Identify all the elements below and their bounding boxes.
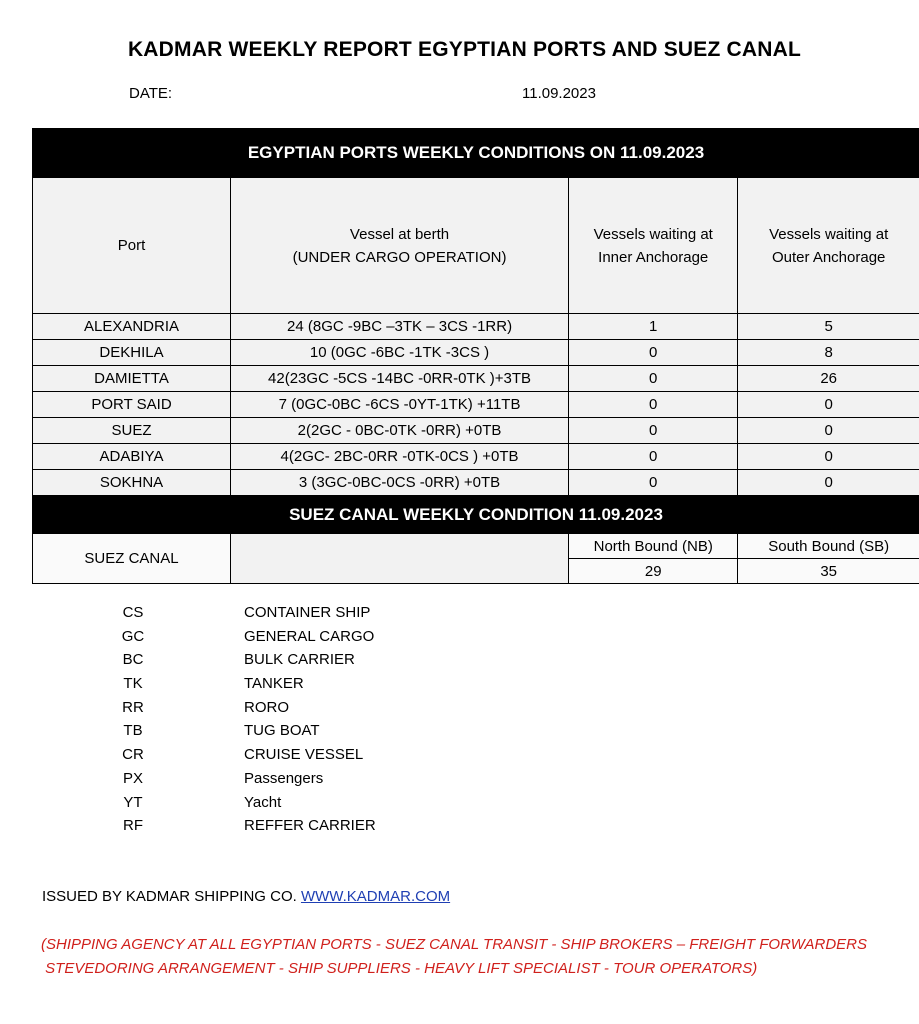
col-header-outer [738,178,919,314]
port-name: SUEZ [33,418,231,444]
ports-header-row [33,178,919,314]
outer-anchorage-count: 5 [738,314,919,340]
legend-code: PX [122,769,143,787]
col-header-berth-line2: (UNDER CARGO OPERATION) [292,248,507,266]
port-name: DAMIETTA [33,366,231,392]
inner-anchorage-count: 1 [569,314,738,340]
port-name: PORT SAID [33,392,231,418]
col-header-inner-line1: Vessels waiting at [593,225,713,243]
suez-canal-label: SUEZ CANAL [33,534,231,584]
col-header-port: Port [33,178,231,314]
legend-code: CR [122,746,144,764]
legend-description: BULK CARRIER [244,651,355,669]
legend-description: TANKER [244,675,304,693]
port-name: ADABIYA [33,444,231,470]
suez-banner-row [33,496,919,534]
suez-empty-cell [231,534,569,584]
port-name: DEKHILA [33,340,231,366]
ports-banner-row [33,129,919,178]
report-title: KADMAR WEEKLY REPORT EGYPTIAN PORTS AND SUEZ CANAL [127,38,802,61]
inner-anchorage-count: 0 [569,340,738,366]
port-row-damietta [33,366,919,392]
outer-anchorage-count: 0 [738,418,919,444]
legend-code: BC [122,651,144,669]
issued-by-line [42,888,450,905]
vessels-at-berth: 7 (0GC-0BC -6CS -0YT-1TK) +11TB [231,392,569,418]
col-header-inner-line2: Inner Anchorage [598,248,709,266]
south-bound-label: South Bound (SB) [738,534,919,559]
inner-anchorage-count: 0 [569,470,738,496]
port-row-dekhila [33,340,919,366]
legend-code: RF [123,817,143,835]
port-row-alexandria [33,314,919,340]
port-row-suez [33,418,919,444]
inner-anchorage-count: 0 [569,418,738,444]
ports-table [32,128,919,584]
port-row-adabiya [33,444,919,470]
legend-code: RR [122,698,144,716]
col-header-berth-line1: Vessel at berth [349,225,450,243]
legend-code: TK [123,675,143,693]
suez-banner: SUEZ CANAL WEEKLY CONDITION 11.09.2023 [33,496,919,534]
vessels-at-berth: 2(2GC - 0BC-0TK -0RR) +0TB [231,418,569,444]
port-name: ALEXANDRIA [33,314,231,340]
vessels-at-berth: 24 (8GC -9BC –3TK – 3CS -1RR) [231,314,569,340]
legend-code: GC [121,627,145,645]
north-bound-count: 29 [569,559,738,584]
col-header-berth [231,178,569,314]
legend-description: TUG BOAT [244,722,320,740]
legend-description: Passengers [244,769,324,787]
issued-by-text: ISSUED BY KADMAR SHIPPING CO. [42,888,297,905]
legend-description: CONTAINER SHIP [244,604,371,621]
outer-anchorage-count: 0 [738,444,919,470]
inner-anchorage-count: 0 [569,366,738,392]
inner-anchorage-count: 0 [569,444,738,470]
south-bound-count: 35 [738,559,919,584]
outer-anchorage-count: 0 [738,392,919,418]
legend-code: YT [123,793,143,811]
legend-code: CS [122,604,144,621]
col-header-outer-line1: Vessels waiting at [769,225,889,243]
vessels-at-berth: 4(2GC- 2BC-0RR -0TK-0CS ) +0TB [231,444,569,470]
col-header-outer-line2: Outer Anchorage [771,248,886,266]
col-header-inner [569,178,738,314]
legend-description: GENERAL CARGO [244,627,375,645]
outer-anchorage-count: 0 [738,470,919,496]
north-bound-label: North Bound (NB) [569,534,738,559]
date-value: 11.09.2023 [522,85,596,102]
port-row-sokhna [33,470,919,496]
legend-description: Yacht [244,793,282,811]
inner-anchorage-count: 0 [569,392,738,418]
website-link[interactable]: WWW.KADMAR.COM [300,888,451,905]
services-line-1: (SHIPPING AGENCY AT ALL EGYPTIAN PORTS - SUEZ CANAL TRANSIT - SHIP BROKERS – FREIGHT FORWARDERS [41,936,867,953]
legend-description: RORO [244,698,289,716]
suez-row-labels [33,534,919,559]
services-line-2: STEVEDORING ARRANGEMENT - SHIP SUPPLIERS - HEAVY LIFT SPECIALIST - TOUR OPERATORS) [41,960,758,977]
date-label: DATE: [129,85,173,102]
legend-code: TB [123,722,143,740]
outer-anchorage-count: 8 [738,340,919,366]
ports-banner: EGYPTIAN PORTS WEEKLY CONDITIONS ON 11.09.2023 [33,129,919,178]
vessels-at-berth: 42(23GC -5CS -14BC -0RR-0TK )+3TB [231,366,569,392]
services-note [41,933,867,981]
port-row-port-said [33,392,919,418]
legend-description: CRUISE VESSEL [244,746,364,764]
outer-anchorage-count: 26 [738,366,919,392]
vessels-at-berth: 3 (3GC-0BC-0CS -0RR) +0TB [231,470,569,496]
port-name: SOKHNA [33,470,231,496]
legend-description: REFFER CARRIER [244,817,376,835]
vessels-at-berth: 10 (0GC -6BC -1TK -3CS ) [231,340,569,366]
